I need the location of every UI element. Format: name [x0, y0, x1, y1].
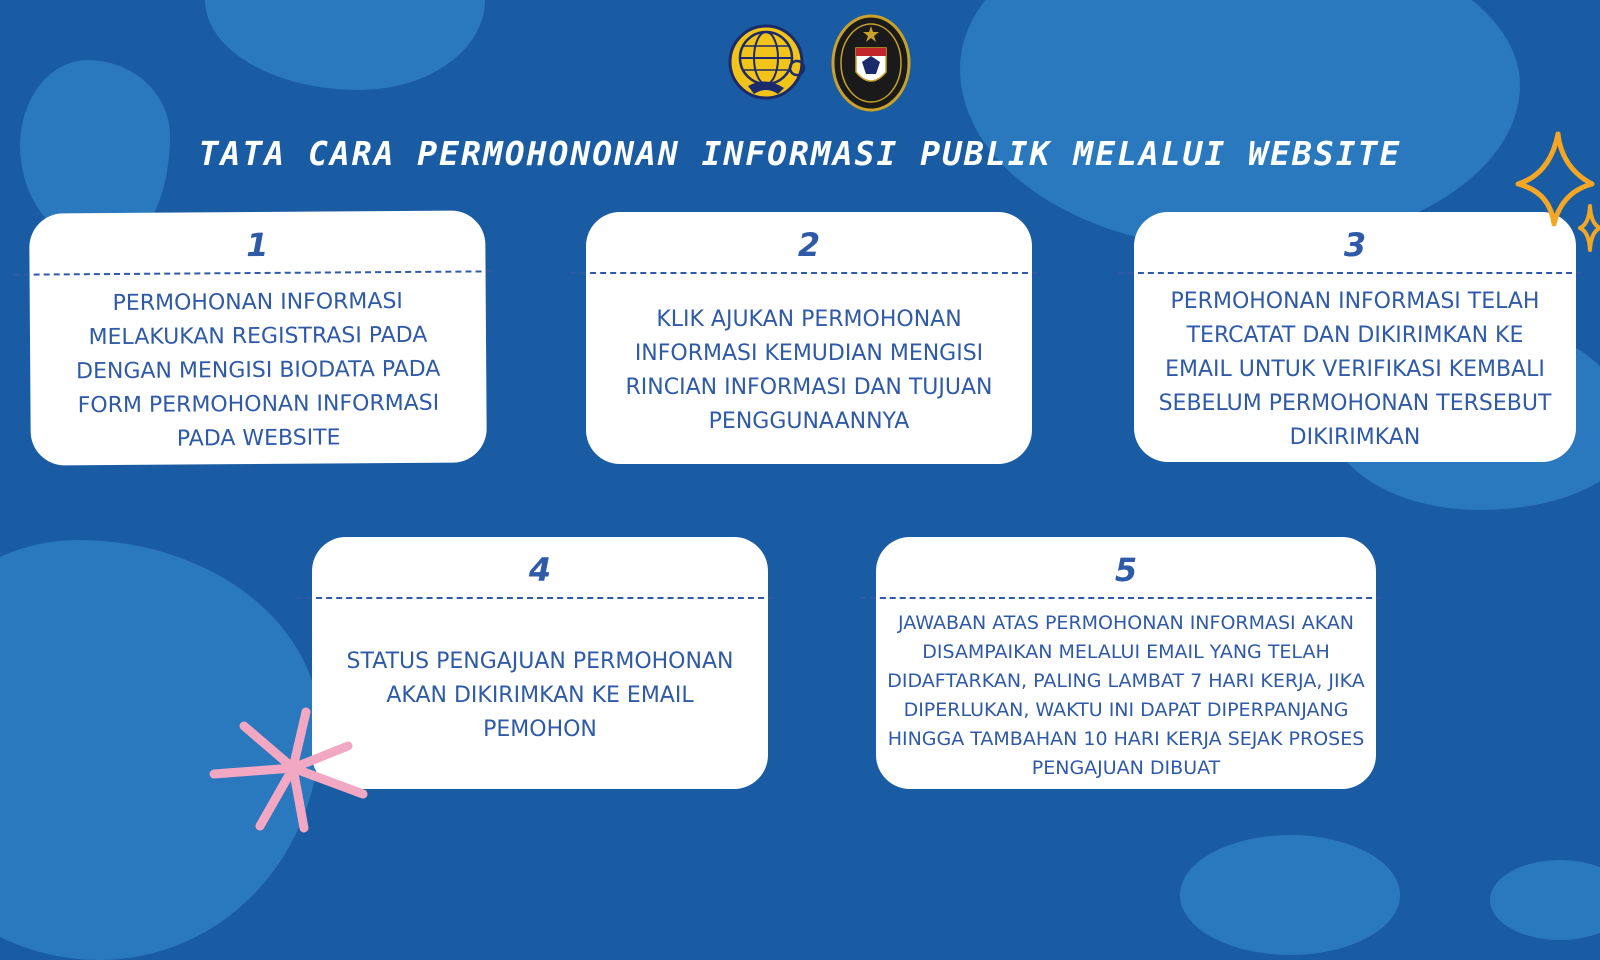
step-description: PERMOHONAN INFORMASI MELAKUKAN REGISTRASI PADA DENGAN MENGISI BIODATA PADA FORM PERMOHONAN INFORMASI PADA WEBSITE	[76, 288, 441, 452]
step-description: JAWABAN ATAS PERMOHONAN INFORMASI AKAN DISAMPAIKAN MELALUI EMAIL YANG TELAH DIDAFTARKAN, PALING LAMBAT 7 HARI KERJA, JIKA DIPERLUKAN, WAKTU INI DAPAT DIPERPANJANG HINGGA TAMBAHAN 10 HARI KERJA SEJAK PROSES PENGAJUAN DIBUAT	[887, 612, 1365, 779]
orange-sparkle-icon	[1514, 128, 1600, 268]
step-number: 4	[528, 551, 552, 589]
step-card-3	[1134, 212, 1576, 462]
step-description: STATUS PENGAJUAN PERMOHONAN AKAN DIKIRIMKAN KE EMAIL PEMOHON	[346, 649, 734, 742]
header-logos	[726, 14, 912, 112]
page-title: TATA CARA PERMOHONONAN INFORMASI PUBLIK MELALUI WEBSITE	[198, 134, 1402, 173]
step-card-5	[876, 537, 1376, 789]
dashed-divider	[14, 270, 492, 275]
dashed-divider	[570, 272, 1038, 274]
background-blob	[205, 0, 485, 90]
background-blob	[1490, 860, 1600, 940]
step-description: KLIK AJUKAN PERMOHONAN INFORMASI KEMUDIAN MENGISI RINCIAN INFORMASI DAN TUJUAN PENGGUNAANNYA	[625, 307, 993, 434]
step-description: PERMOHONAN INFORMASI TELAH TERCATAT DAN DIKIRIMKAN KE EMAIL UNTUK VERIFIKASI KEMBALI SEBELUM PERMOHONAN TERSEBUT DIKIRIMKAN	[1158, 289, 1552, 450]
step-number: 1	[246, 225, 269, 265]
step-card-2	[586, 212, 1032, 464]
dashed-divider	[296, 597, 774, 599]
pelayanan-integritas-keselamatan-shield-logo	[830, 14, 912, 112]
background-blob	[1180, 835, 1400, 955]
step-number: 2	[797, 226, 821, 264]
step-card-4	[312, 537, 768, 789]
dephub-globe-logo	[726, 14, 808, 112]
step-number: 5	[1114, 551, 1138, 589]
dashed-divider	[1118, 272, 1582, 274]
pink-asterisk-icon	[208, 706, 378, 836]
dashed-divider	[860, 597, 1382, 599]
step-card-1	[29, 210, 487, 465]
step-number: 3	[1343, 226, 1367, 264]
